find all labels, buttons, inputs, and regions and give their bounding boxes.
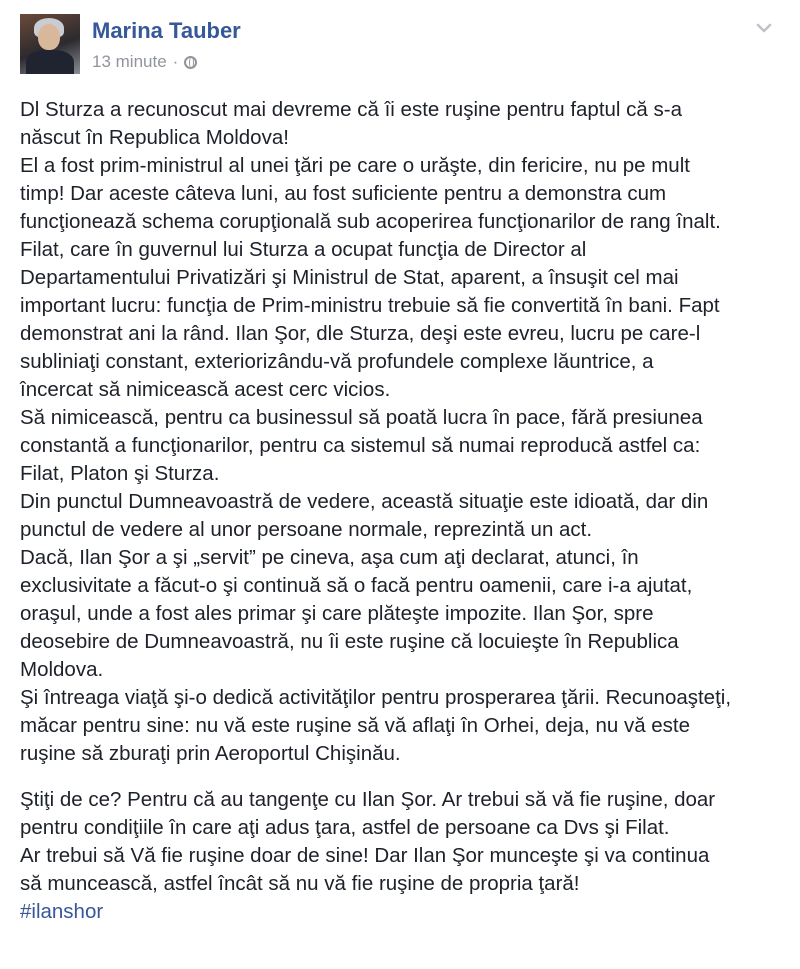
post-text-line: ruşine să zburaţi prin Aeroportul Chişinău. (20, 742, 401, 765)
post-text-line: să muncească, astfel încât să nu vă fie ruşine de propria ţară! (20, 872, 580, 895)
post-text-line: deosebire de Dumneavoastră, nu îi este ruşine că locuieşte în Republica (20, 630, 679, 653)
post-body (20, 96, 790, 926)
post-text-line: El a fost prim-ministrul al unei ţări pe care o urăşte, din fericire, nu pe mult (20, 154, 690, 177)
post-text-line: născut în Republica Moldova! (20, 126, 289, 149)
chevron-down-icon[interactable] (754, 18, 774, 38)
post-text-line: Dacă, Ilan Şor a şi „servit” pe cineva, aşa cum aţi declarat, atunci, în (20, 546, 639, 569)
post-text-line: exclusivitate a făcut-o şi continuă să o facă pentru oamenii, care i-a ajutat, (20, 574, 693, 597)
post-text-line: subliniaţi constant, exteriorizându-vă profundele complexe lăuntrice, a (20, 350, 654, 373)
post-meta (92, 52, 197, 72)
post-text-line: Filat, Platon şi Sturza. (20, 462, 220, 485)
post-text-line: Să nimicească, pentru ca businessul să poată lucra în pace, fără presiunea (20, 406, 703, 429)
post-text-line: Departamentului Privatizări şi Ministrul de Stat, aparent, a însuşit cel mai (20, 266, 679, 289)
timestamp[interactable]: 13 minute (92, 52, 167, 71)
post-text-line: oraşul, unde a fost ales primar şi care plăteşte impozite. Ilan Şor, spre (20, 602, 654, 625)
post-text-line: Moldova. (20, 658, 104, 681)
post-text-line: Ar trebui să Vă fie ruşine doar de sine! Dar Ilan Şor munceşte şi va continua (20, 844, 710, 867)
post-text-line: funcţionează schema corupţională sub acoperirea funcţionarilor de rang înalt. (20, 210, 721, 233)
post-text-line: Din punctul Dumneavoastră de vedere, această situaţie este idioată, dar din (20, 490, 709, 513)
avatar[interactable] (20, 14, 80, 74)
post-text-line: Şi întreaga viaţă şi-o dedică activităţilor pentru prosperarea ţării. Recunoaşteţi, (20, 686, 732, 709)
post-text-line: Ştiţi de ce? Pentru că au tangenţe cu Ilan Şor. Ar trebui să vă fie ruşine, doar (20, 788, 716, 811)
author-name[interactable]: Marina Tauber (92, 18, 241, 43)
post-text-line: pentru condiţiile în care aţi adus ţara, astfel de persoane ca Dvs şi Filat. (20, 816, 670, 839)
post-paragraph-2 (20, 786, 790, 898)
globe-icon (184, 56, 197, 69)
post-text-line: demonstrat ani la rând. Ilan Şor, dle Sturza, deşi este evreu, lucru pe care-l (20, 322, 701, 345)
post-text-line: constantă a funcţionarilor, pentru ca sistemul să numai reproducă astfel ca: (20, 434, 701, 457)
meta-separator: · (172, 52, 179, 71)
post-paragraph-1 (20, 96, 790, 768)
post-text-line: timp! Dar aceste câteva luni, au fost suficiente pentru a demonstra cum (20, 182, 667, 205)
post-header (20, 14, 780, 84)
post-text-line: Dl Sturza a recunoscut mai devreme că îi este ruşine pentru faptul că s-a (20, 98, 683, 121)
post-text-line: important lucru: funcţia de Prim-ministru trebuie să fie convertită în bani. Fapt (20, 294, 720, 317)
post-text-line: Filat, care în guvernul lui Sturza a ocupat funcţia de Director al (20, 238, 587, 261)
post-text-line: încercat să nimicească acest cerc vicios. (20, 378, 391, 401)
post-text-line: măcar pentru sine: nu vă este ruşine să vă aflaţi în Orhei, deja, nu vă este (20, 714, 691, 737)
hashtag-link[interactable]: #ilanshor (20, 900, 104, 923)
post-text-line: punctul de vedere al unor persoane normale, reprezintă un act. (20, 518, 593, 541)
